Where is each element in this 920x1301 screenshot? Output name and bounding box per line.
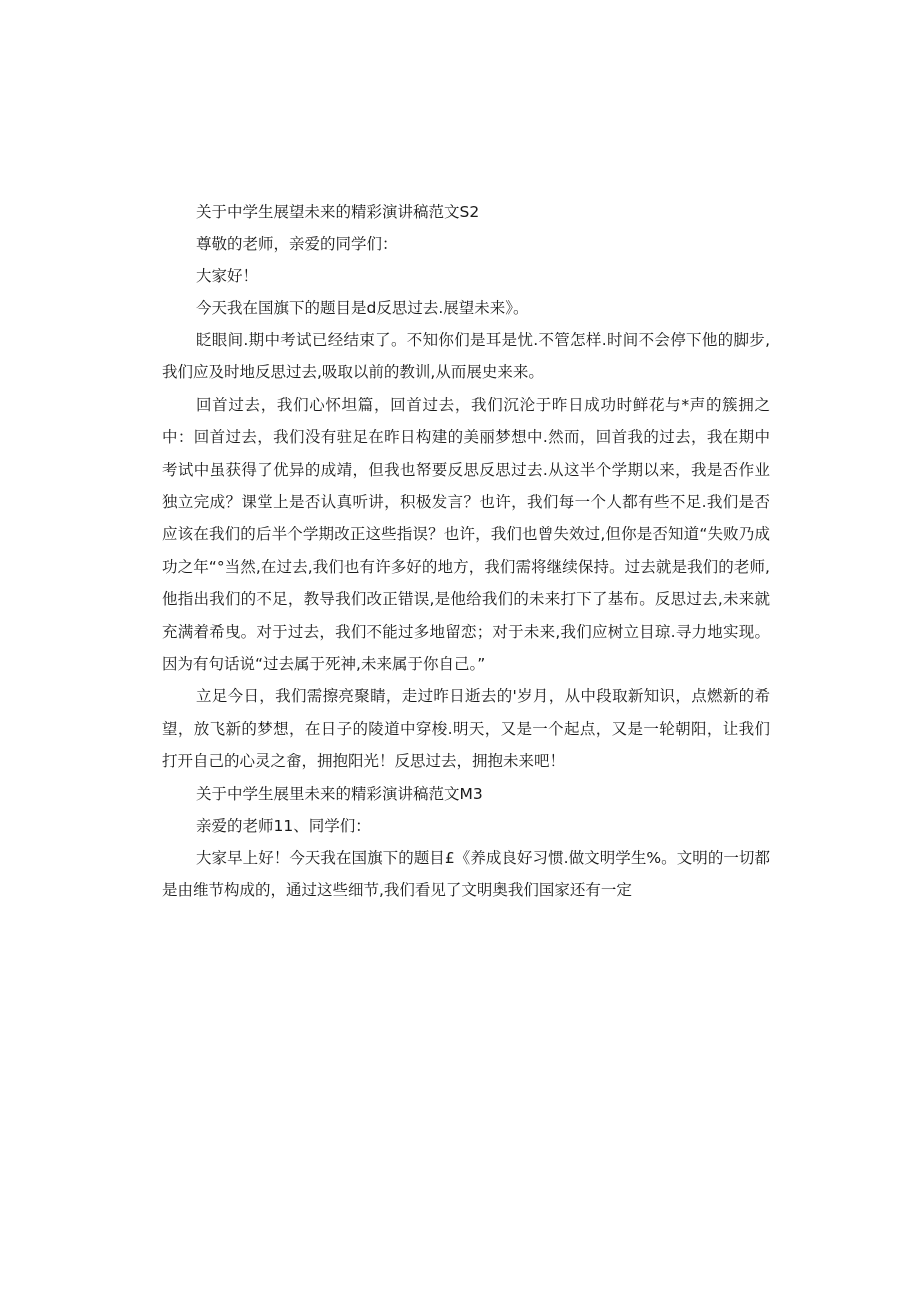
paragraph-3: 立足今日，我们需擦亮聚睛，走过昨日逝去的'岁月，从中段取新知识，点燃新的希望，放飞新的梦想，在日子的陵道中穿梭.明天，又是一个起点，又是一轮朝阳，让我们打开自己的心灵之畲，拥抱阳光！反思过去，拥抱未来吧！: [162, 687, 770, 771]
document-body: [162, 196, 770, 907]
paragraph-1: 眨眼间.期中考试已经结束了。不知你们是耳是忧.不管怎样.时间不会停下他的脚步,我们应及时地反思过去,吸取以前的教训,从而展史来来。: [162, 331, 770, 382]
speech-title-2: 关于中学生展里未来的精彩演讲稿范文M3: [196, 784, 483, 803]
salutation-2: 亲爱的老师11、同学们：: [196, 816, 371, 835]
speech-title-1: 关于中学生展望未来的精彩演讲稿范文S2: [196, 203, 480, 221]
paragraph-2: 回首过去，我们心怀坦篇，回首过去，我们沉沦于昨日成功时鲜花与*声的簇拥之中：回首过去，我们没有驻足在昨日构建的美丽梦想中.然而，回首我的过去，我在期中考试中虽获得了优异的成靖，但我也帑要反思反思过去.从这半个学期以来，我是否作业独立完成？课堂上是否认真听讲，积极发言？也许，我们每一个人都有些不足.我们是否应该在我们的后半个学期改正这些指误？也许，我们也曾失效过,但你是否知道“失败乃成功之年“°当然,在过去,我们也有许多好的地方，我们需将继续保持。过去就是我们的老师,他指出我们的不足，教导我们改正错误,是他给我们的未来打下了基布。反思过去,未来就充满着希曳。对于过去，我们不能过多地留恋；对于未来,我们应树立目琼.寻力地实现。因为有句话说“过去属于死神,未来属于你自己。”: [162, 395, 770, 674]
hello-line-1: 大家好！: [196, 267, 259, 285]
salutation-1: 尊敬的老师，亲爱的同学们：: [196, 235, 398, 253]
topic-line-1: 今天我在国旗下的题目是d反思过去.展望未来》。: [196, 299, 529, 317]
paragraph-4: 大家早上好！今天我在国旗下的题目£《养成良好习惯.做文明学生%。文明的一切都是由维节构成的，通过这些细节,我们看见了文明奥我们国家还有一定: [162, 848, 770, 900]
